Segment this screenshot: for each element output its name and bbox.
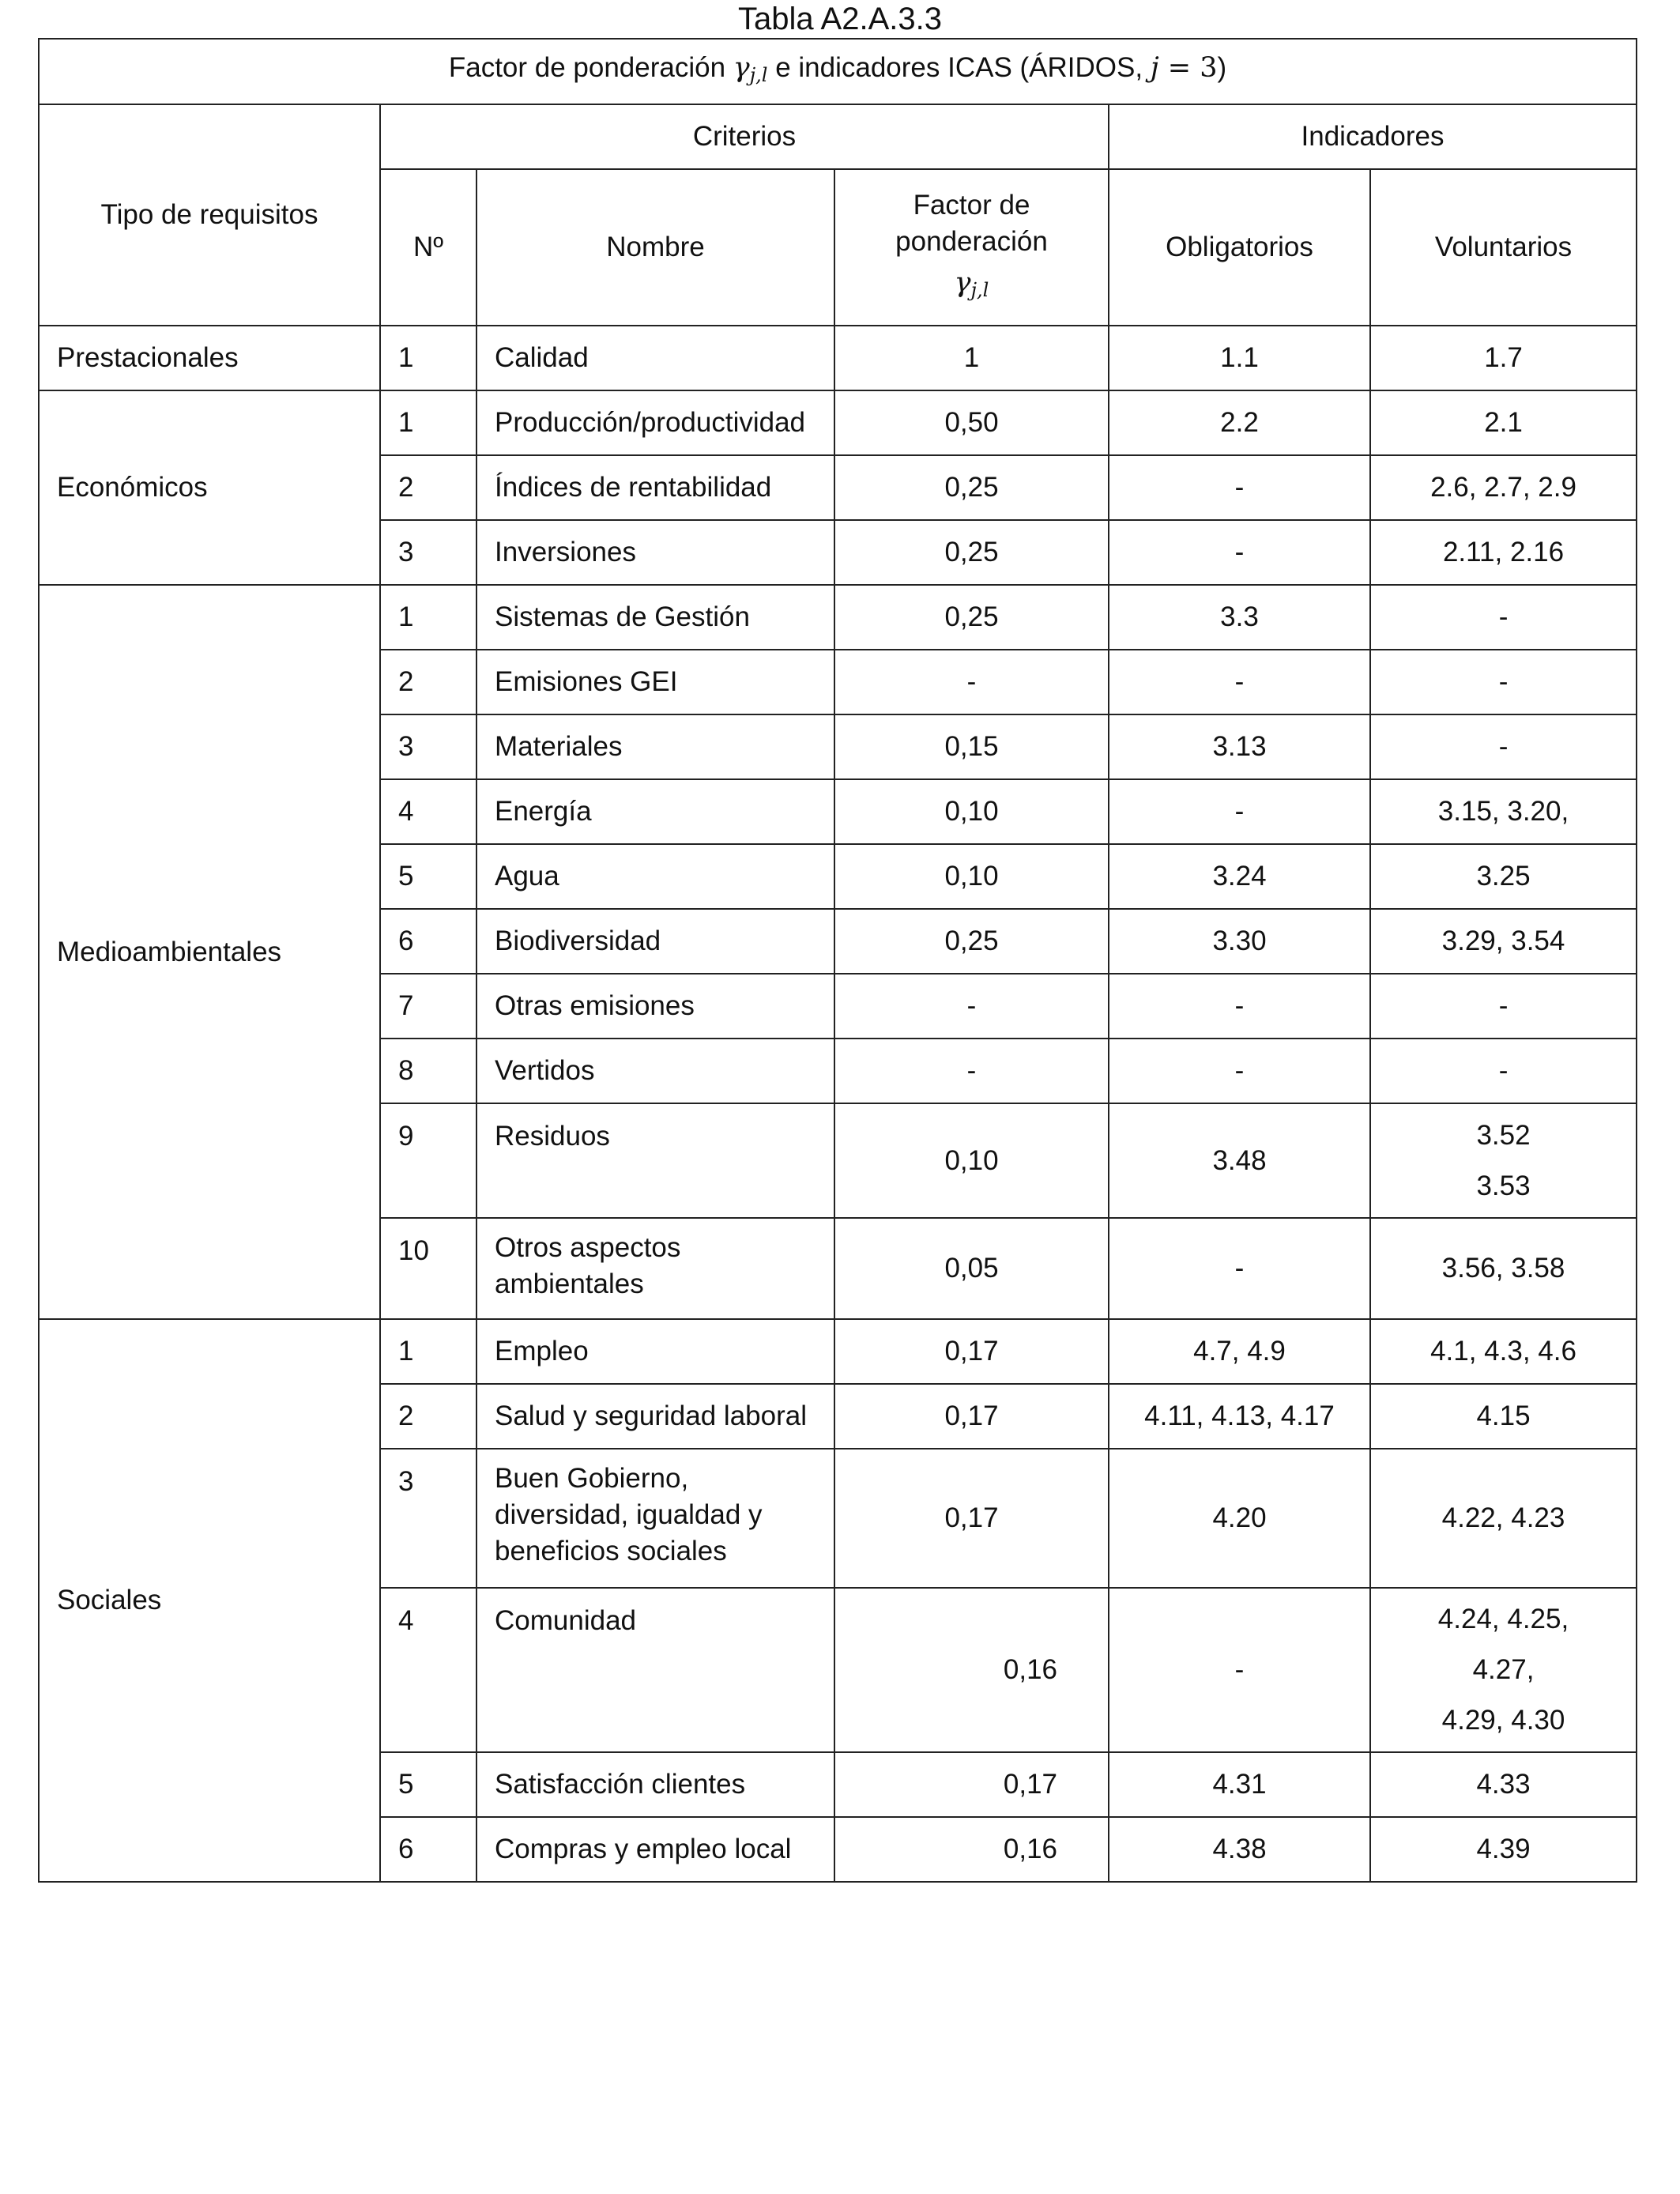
page-title: Tabla A2.A.3.3: [738, 2, 942, 36]
table-row: 9 Residuos 0,10 3.48 3.52 3.53: [39, 1103, 1637, 1218]
header-tipo: Tipo de requisitos: [39, 104, 380, 326]
table-row: 8 Vertidos - - -: [39, 1039, 1637, 1103]
weighting-table: [38, 38, 1637, 1883]
table-row: 2 Emisiones GEI - - -: [39, 650, 1637, 714]
table-row: 6 Biodiversidad 0,25 3.30 3.29, 3.54: [39, 909, 1637, 974]
group-sociales: Sociales: [39, 1319, 380, 1882]
group-prestacionales: Prestacionales: [39, 326, 380, 390]
table-row: 3 Inversiones 0,25 - 2.11, 2.16: [39, 520, 1637, 585]
table-row: Económicos 1 Producción/productividad 0,50 2.2 2.1: [39, 390, 1637, 455]
header-obligatorios: Obligatorios: [1109, 169, 1370, 326]
header-criterios: Criterios: [380, 104, 1109, 169]
table-row: 2 Salud y seguridad laboral 0,17 4.11, 4.13, 4.17 4.15: [39, 1384, 1637, 1449]
group-economicos: Económicos: [39, 390, 380, 585]
table-row: 10 Otros aspectos ambientales 0,05 - 3.56, 3.58: [39, 1218, 1637, 1319]
header-numero: Nº: [380, 169, 477, 326]
table-row: Sociales 1 Empleo 0,17 4.7, 4.9 4.1, 4.3, 4.6: [39, 1319, 1637, 1384]
table-row: 4 Energía 0,10 - 3.15, 3.20,: [39, 779, 1637, 844]
table-row: 4 Comunidad 0,16 - 4.24, 4.25, 4.27, 4.29, 4.30: [39, 1588, 1637, 1752]
table-caption-row: [39, 39, 1637, 104]
group-medioambientales: Medioambientales: [39, 585, 380, 1319]
table-row: Medioambientales 1 Sistemas de Gestión 0,25 3.3 -: [39, 585, 1637, 650]
header-nombre: Nombre: [477, 169, 834, 326]
table-row: 3 Materiales 0,15 3.13 -: [39, 714, 1637, 779]
table-row: 5 Agua 0,10 3.24 3.25: [39, 844, 1637, 909]
table-row: 3 Buen Gobierno, diversidad, igualdad y beneficios sociales 0,17 4.20 4.22, 4.23: [39, 1449, 1637, 1588]
factor-symbol: $\gamma_{j,l}$: [954, 266, 989, 301]
table-row: 6 Compras y empleo local 0,16 4.38 4.39: [39, 1817, 1637, 1882]
table-row: Prestacionales 1 Calidad 1 1.1 1.7: [39, 326, 1637, 390]
gamma-symbol: $\gamma_{j,l}$: [733, 52, 768, 86]
table-caption: Factor de ponderación $\gamma_{j,l}$ e indicadores ICAS (ÁRIDOS, j = 3): [39, 39, 1637, 104]
table-row: 5 Satisfacción clientes 0,17 4.31 4.33: [39, 1752, 1637, 1817]
table-row: 2 Índices de rentabilidad 0,25 - 2.6, 2.7, 2.9: [39, 455, 1637, 520]
header-indicadores: Indicadores: [1109, 104, 1637, 169]
header-row-1: [39, 104, 1637, 169]
header-factor: Factor de ponderación $\gamma_{j,l}$: [834, 169, 1109, 326]
header-voluntarios: Voluntarios: [1370, 169, 1637, 326]
table-row: 7 Otras emisiones - - -: [39, 974, 1637, 1039]
